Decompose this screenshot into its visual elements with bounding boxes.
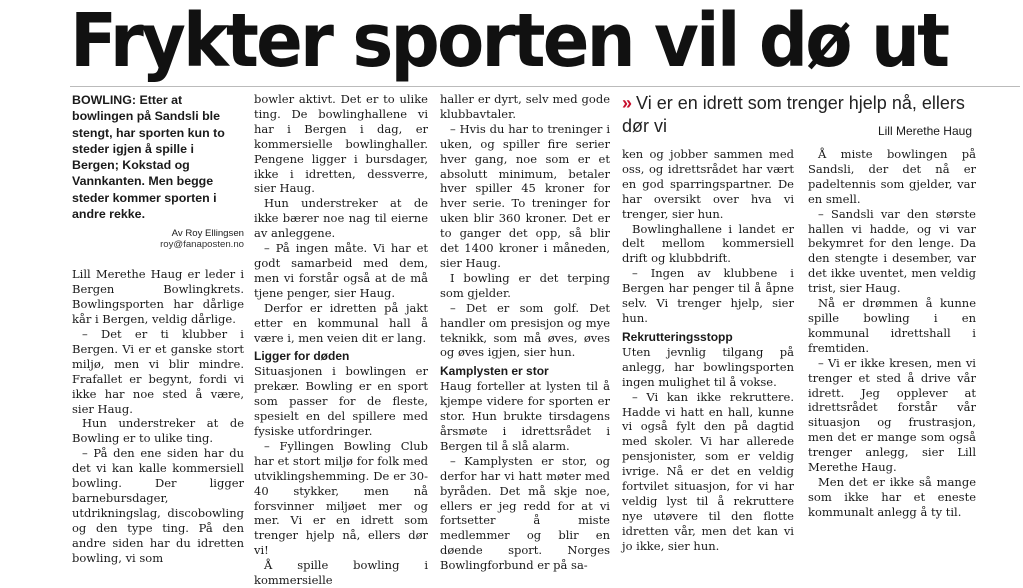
ingress-text: Etter at bowlingen på Sandsli ble stengt, har sporten kun to steder igjen å spille i Bergen; Kokstad og Vannkanten. Men begge steder kommer sporten i andre rekke. <box>72 93 225 222</box>
paragraph: Men det er ikke så mange som ikke har et eneste kommunalt anlegg å ty til. <box>808 474 976 519</box>
column-1 <box>72 92 244 566</box>
subhead-ligger-for-doden: Ligger for døden <box>254 349 350 364</box>
paragraph: Situasjonen i bowlingen er prekær. Bowling er en sport som passer for de fleste, spesielt en del spillere med fysiske utfordringer. <box>254 364 428 439</box>
paragraph: bowler aktivt. Det er to ulike ting. De bowlinghallene vi har i Bergen i dag, er kommersielle bowlinghaller. Pengene ligger i bursdager, ikke i idretten, dessverre, sier Haug. <box>254 92 428 196</box>
paragraph: – På den ene siden har du det vi kan kalle kommersiell bowling. Der ligger barnebursdager, utdrikningslag, discobowling og den type ting. På den andre siden har du idretten bowling, vi som <box>72 446 244 565</box>
pull-quote-text: Vi er en idrett som trenger hjelp nå, ellers dør vi <box>622 93 965 136</box>
headline: Frykter sporten vil dø ut <box>70 0 948 84</box>
column-2 <box>254 92 428 588</box>
byline <box>72 228 244 250</box>
paragraph: Lill Merethe Haug er leder i Bergen Bowlingkrets. Bowlingsporten har dårlige kår i Bergen, veldig dårlige. <box>72 267 244 327</box>
paragraph: Å miste bowlingen på Sandsli, der det nå er padeltennis som gjelder, var en smell. <box>808 147 976 206</box>
pull-quote-author: Lill Merethe Haug <box>877 124 972 138</box>
byline-email[interactable]: roy@fanaposten.no <box>160 239 244 251</box>
paragraph: – Vi kan ikke rekruttere. Hadde vi hatt en hall, kunne vi også fylt den på dagtid med skoler. Vi har allerede pensjonister, som er veldig ivrige. Nå er det en veldig fortvilet situasjon, for vi har veldig lyst til å rekruttere nye utøvere til den flotte idretten vår, men det kan vi jo ikke, sier hun. <box>622 389 794 553</box>
paragraph: – Sandsli var den største hallen vi hadde, og vi var bekymret for den lenge. Da den stengte i desember, var det ikke uventet, men veldig trist, sier Haug. <box>808 206 976 296</box>
paragraph: – Hvis du har to treninger i uken, og spiller fire serier hver gang, noe som er et absolutt minimum, betaler hver spiller 45 kroner for hver serie. To treninger for uken blir 360 kroner. Det er to ganger det opp, så blir det 1400 kroner i måneden, sier Haug. <box>440 121 610 270</box>
column-3 <box>440 92 610 573</box>
paragraph: Hun understreker at de Bowling er to ulike ting. <box>72 416 244 446</box>
headline-rule <box>70 86 1020 87</box>
quote-mark-icon: » <box>622 93 631 113</box>
paragraph: I bowling er det terping som gjelder. <box>440 270 610 300</box>
paragraph: – Vi er ikke kresen, men vi trenger et sted å drive vår idrett. Jeg opplever at idrettsrådet forstår vår situasjon og frustrasjon, men det er mange som også trenger anlegg, sier Lill Merethe Haug. <box>808 355 976 475</box>
paragraph: – Ingen av klubbene i Bergen har penger til å åpne selv. Vi trenger hjelp, sier hun. <box>622 266 794 325</box>
paragraph: Haug forteller at lysten til å kjempe videre for sporten er stor. Hun brukte tirsdagens årsmøte i idrettsrådet i Bergen til å slå alarm. <box>440 379 610 453</box>
paragraph: – Fyllingen Bowling Club har et stort miljø for folk med utviklingshemming. De er 30-40 stykker, men nå forsvinner miljøet mer og mer. Vi er en idrett som trenger hjelp nå, ellers dør vi! <box>254 438 428 558</box>
ingress-kicker: BOWLING: <box>72 93 137 107</box>
subhead-rekrutteringsstopp: Rekrutteringsstopp <box>622 329 733 344</box>
paragraph: Nå er drømmen å kunne spille bowling i en kommunal idrettshall i fremtiden. <box>808 296 976 355</box>
paragraph: – Det er ti klubber i Bergen. Vi er et ganske stort miljø, men vi blir mindre. Frafallet er begynt, fordi vi ikke har noe sted å være, sier Haug. <box>72 327 244 416</box>
paragraph: – Kamplysten er stor, og derfor har vi hatt møter med byråden. Det må skje noe, ellers er jeg redd for at vi fortsetter å miste medlemmer og blir en døende sport. Norges Bowlingforbund er på sa- <box>440 453 610 573</box>
ingress <box>72 92 244 222</box>
paragraph: Bowlinghallene i landet er delt mellom kommersiell drift og klubbdrift. <box>622 221 794 266</box>
paragraph: Uten jevnlig tilgang på anlegg, har bowlingsporten ingen mulighet til å vokse. <box>622 344 794 389</box>
paragraph: Å spille bowling i kommersielle <box>254 558 428 588</box>
paragraph: – Det er som golf. Det handler om presisjon og mye teknikk, som må øves, øves og øves igjen, sier hun. <box>440 300 610 360</box>
column-5 <box>808 147 976 520</box>
paragraph: Hun understreker at de ikke bærer noe nag til eierne av anleggene. <box>254 196 428 241</box>
byline-author: Av Roy Ellingsen <box>171 228 244 240</box>
column-4-body <box>622 147 794 554</box>
subhead-kamplysten: Kamplysten er stor <box>440 364 549 379</box>
paragraph: ken og jobber sammen med oss, og idrettsrådet har vært en god sparringspartner. De har oversikt over hva vi trenger, sier hun. <box>622 147 794 221</box>
paragraph: – På ingen måte. Vi har et godt samarbeid med dem, men vi forstår også at de må tjene penger, sier Haug. <box>254 241 428 300</box>
column-4 <box>622 92 972 146</box>
paragraph: Derfor er idretten på jakt etter en kommunal hall å være i, men veien dit er lang. <box>254 300 428 345</box>
paragraph: haller er dyrt, selv med gode klubbavtaler. <box>440 92 610 121</box>
